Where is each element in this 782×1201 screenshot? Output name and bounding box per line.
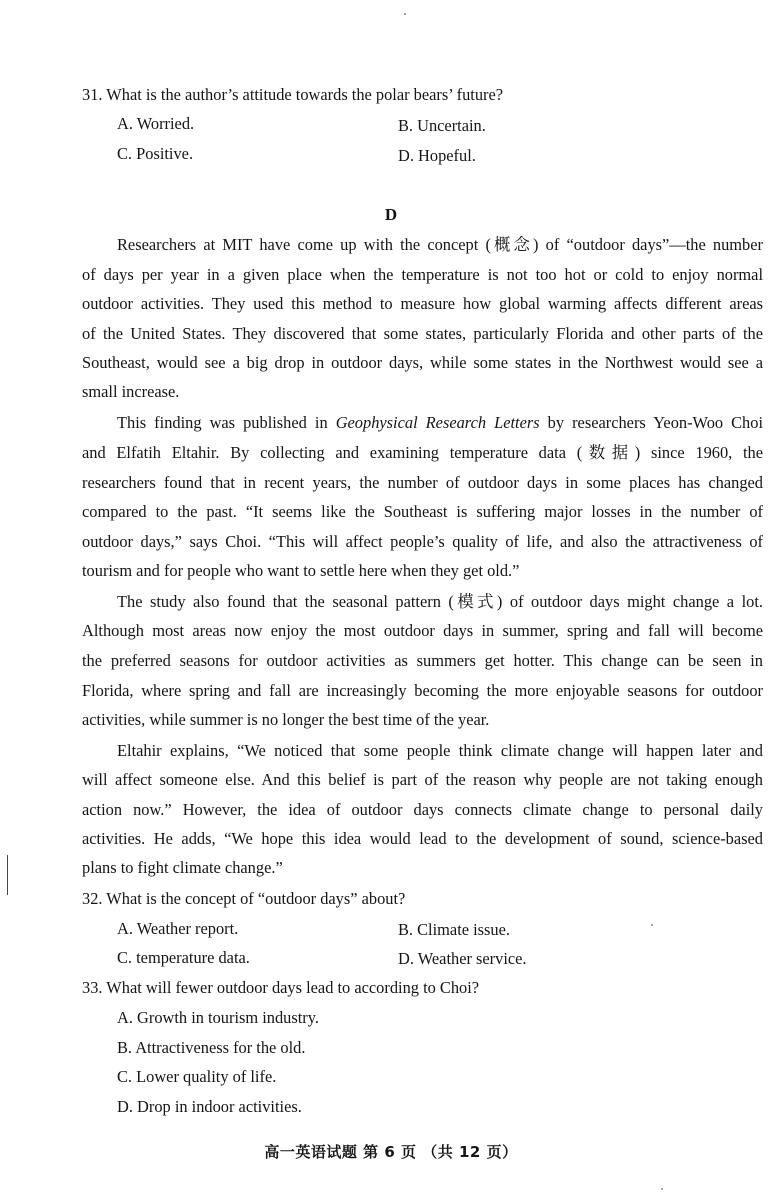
journal-title: Geophysical Research Letters bbox=[335, 413, 540, 432]
p1-line-4: of the United States. They discovered that some states, particularly Florida and other parts of the bbox=[82, 324, 763, 343]
p4-line-3: action now.” However, the idea of outdoor days connects climate change to personal daily bbox=[82, 800, 763, 819]
p1-line-2: of days per year in a given place when the temperature is not too hot or cold to enjoy normal bbox=[82, 265, 763, 284]
p2-line-1-pre: This finding was published in bbox=[117, 413, 336, 432]
question-32-option-a: A. Weather report. bbox=[117, 919, 239, 938]
question-33-option-c: C. Lower quality of life. bbox=[117, 1067, 277, 1086]
p3-line-1: The study also found that the seasonal pattern (模式) of outdoor days might change a lot. bbox=[117, 592, 763, 611]
section-heading: D bbox=[384, 205, 398, 224]
question-33-option-a: A. Growth in tourism industry. bbox=[117, 1008, 319, 1027]
p3-line-5: activities, while summer is no longer the best time of the year. bbox=[82, 710, 490, 729]
question-33-option-d: D. Drop in indoor activities. bbox=[117, 1097, 302, 1116]
p2-line-4: compared to the past. “It seems like the Southeast is suffering major losses in the number of bbox=[82, 502, 763, 521]
question-31-option-d: D. Hopeful. bbox=[398, 146, 476, 165]
question-33-stem: 33. What will fewer outdoor days lead to according to Choi? bbox=[82, 978, 480, 997]
question-33-option-b: B. Attractiveness for the old. bbox=[117, 1038, 306, 1057]
scan-speck bbox=[661, 1188, 663, 1190]
p1-line-6: small increase. bbox=[82, 382, 180, 401]
question-32-stem: 32. What is the concept of “outdoor days” about? bbox=[82, 889, 406, 908]
p3-line-3: the preferred seasons for outdoor activities as summers get hotter. This change can be seen in bbox=[82, 651, 763, 670]
p2-line-1 bbox=[117, 413, 763, 433]
p2-line-1-post: by researchers Yeon-Woo Choi bbox=[539, 413, 764, 432]
p1-line-1: Researchers at MIT have come up with the concept (概念) of “outdoor days”—the number bbox=[117, 235, 763, 254]
p2-line-3: researchers found that in recent years, the number of outdoor days in some places has changed bbox=[82, 473, 763, 492]
scan-speck bbox=[404, 13, 406, 15]
p3-line-4: Florida, where spring and fall are increasingly becoming the more enjoyable seasons for outdoor bbox=[82, 681, 763, 700]
p4-line-2: will affect someone else. And this belief is part of the reason why people are not taking enough bbox=[82, 770, 763, 789]
page-footer: 高一英语试题 第 6 页 （共 12 页） bbox=[264, 1143, 518, 1161]
p4-line-1: Eltahir explains, “We noticed that some people think climate change will happen later and bbox=[117, 741, 763, 760]
margin-mark bbox=[7, 855, 8, 895]
p2-line-2: and Elfatih Eltahir. By collecting and examining temperature data (数据) since 1960, the bbox=[82, 443, 763, 462]
p1-line-5: Southeast, would see a big drop in outdoor days, while some states in the Northwest would see a bbox=[82, 353, 763, 372]
p2-line-5: outdoor days,” says Choi. “This will affect people’s quality of life, and also the attractiveness of bbox=[82, 532, 763, 551]
scan-speck bbox=[651, 924, 653, 926]
question-31-option-b: B. Uncertain. bbox=[398, 116, 486, 135]
question-32-option-c: C. temperature data. bbox=[117, 948, 250, 967]
p4-line-5: plans to fight climate change.” bbox=[82, 858, 283, 877]
question-31-stem: 31. What is the author’s attitude towards the polar bears’ future? bbox=[82, 85, 504, 104]
p3-line-2: Although most areas now enjoy the most outdoor days in summer, spring and fall will become bbox=[82, 621, 763, 640]
question-31-option-c: C. Positive. bbox=[117, 144, 194, 163]
p2-line-6: tourism and for people who want to settle here when they get old.” bbox=[82, 561, 520, 580]
p1-line-3: outdoor activities. They used this method to measure how global warming affects different areas bbox=[82, 294, 763, 313]
question-31-option-a: A. Worried. bbox=[117, 114, 195, 133]
question-32-option-b: B. Climate issue. bbox=[398, 920, 510, 939]
p4-line-4: activities. He adds, “We hope this idea would lead to the development of sound, science-based bbox=[82, 829, 763, 848]
question-32-option-d: D. Weather service. bbox=[398, 949, 527, 968]
